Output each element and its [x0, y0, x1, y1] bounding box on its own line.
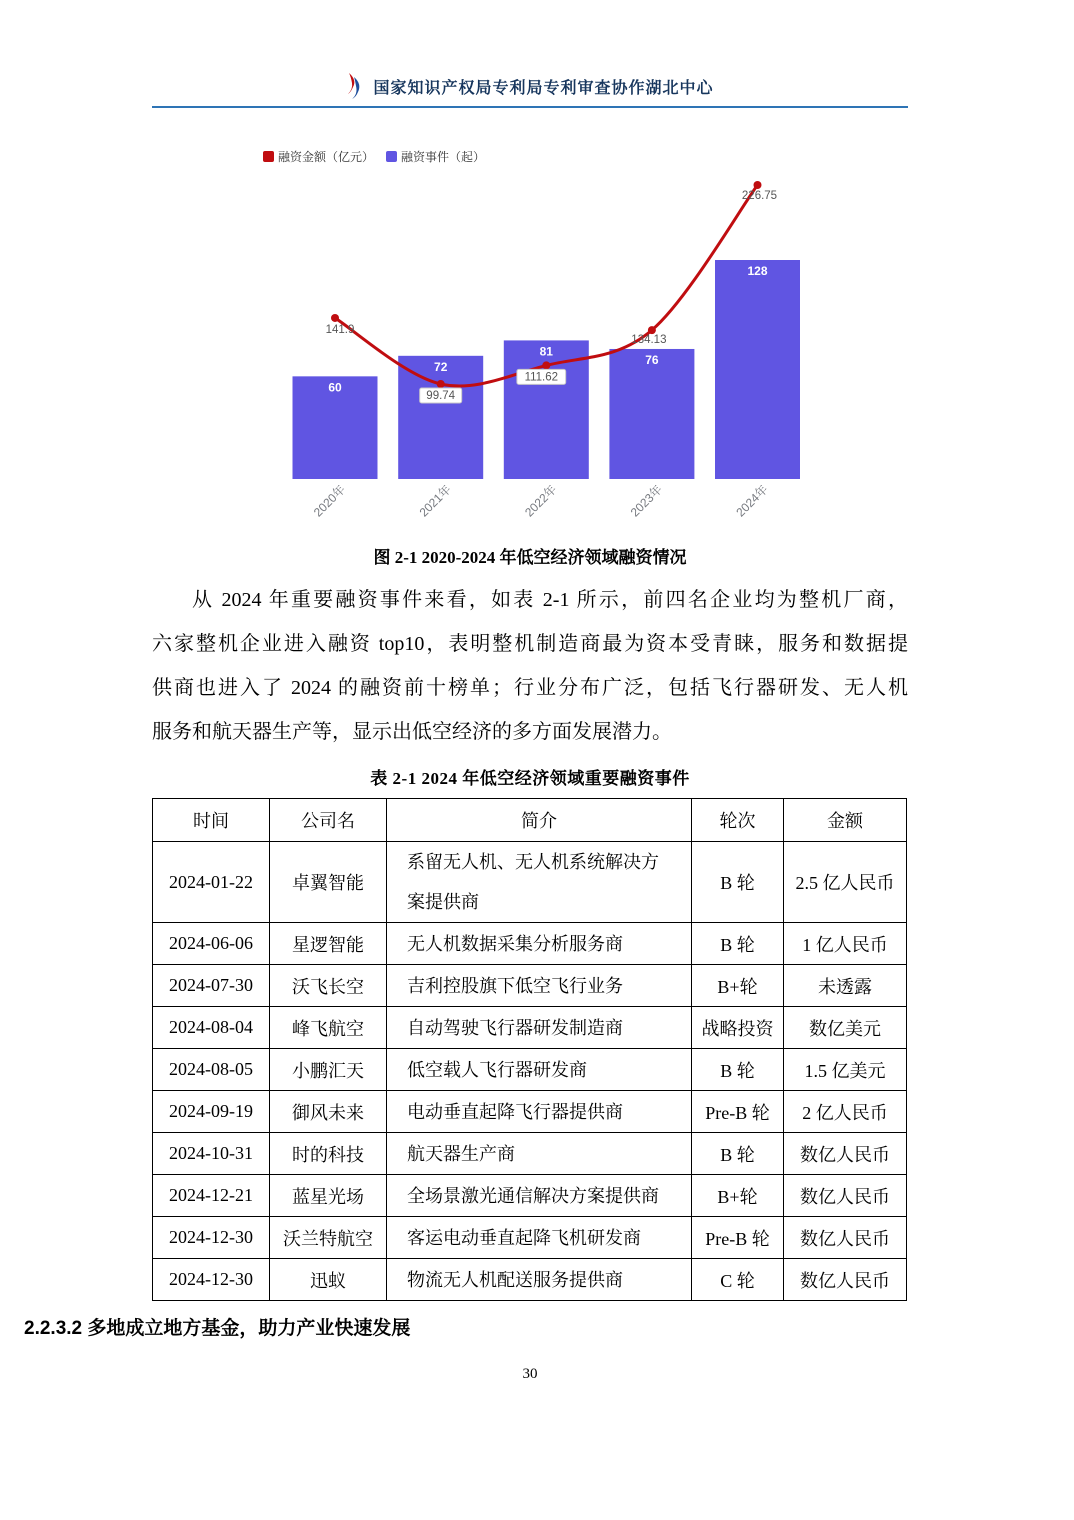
- page-header-title: 国家知识产权局专利局专利审查协作湖北中心: [373, 79, 714, 97]
- x-axis-tick-label: 2022年: [522, 482, 560, 520]
- table-cell: 吉利控股旗下低空飞行业务: [387, 965, 692, 1007]
- table-head: [153, 799, 907, 842]
- table-cell: 沃兰特航空: [270, 1217, 387, 1259]
- table-row: [153, 965, 907, 1007]
- table-cell: 2024-08-05: [153, 1049, 270, 1091]
- line-point-marker: [754, 181, 762, 189]
- bar-value-label: 60: [328, 380, 342, 395]
- paragraph-line: 从 2024 年重要融资事件来看，如表 2-1 所示，前四名企业均为整机厂商，: [192, 589, 908, 611]
- table-cell: 星逻智能: [270, 923, 387, 965]
- table-cell: 2024-08-04: [153, 1007, 270, 1049]
- table-cell: 数亿人民币: [784, 1259, 907, 1301]
- line-point-marker: [648, 326, 656, 334]
- paragraph-line: 六家整机企业进入融资 top10，表明整机制造商最为资本受青睐，服务和数据提: [152, 633, 908, 655]
- table-row: [153, 1175, 907, 1217]
- table-cell: 2 亿人民币: [784, 1091, 907, 1133]
- funding-table: [152, 798, 907, 1301]
- x-axis-tick-label: 2020年: [310, 482, 349, 520]
- line-value-label: 111.62: [524, 371, 559, 384]
- table-header-cell: 金额: [784, 799, 907, 842]
- table-row: [153, 1091, 907, 1133]
- line-point-marker: [331, 314, 339, 322]
- table-row: [153, 1217, 907, 1259]
- table-cell: 2024-10-31: [153, 1133, 270, 1175]
- table-cell: 2024-01-22: [153, 842, 270, 923]
- table-cell: 自动驾驶飞行器研发制造商: [387, 1007, 692, 1049]
- table-cell: 蓝星光场: [270, 1175, 387, 1217]
- table-row: [153, 842, 907, 923]
- legend-label: 融资事件（起）: [401, 150, 486, 164]
- line-value-label: 134.13: [631, 334, 667, 347]
- bar: [398, 356, 483, 479]
- table-header-cell: 时间: [153, 799, 270, 842]
- table-wrap: [152, 798, 908, 1301]
- legend-label: 融资金额（亿元）: [278, 150, 375, 164]
- x-axis-tick-label: 2024年: [733, 482, 771, 520]
- page-number: 30: [522, 1366, 538, 1382]
- line-value-label: 99.74: [426, 390, 456, 402]
- table-cell: 沃飞长空: [270, 965, 387, 1007]
- org-logo-icon: [346, 72, 363, 100]
- table-cell: 客运电动垂直起降飞机研发商: [387, 1217, 692, 1259]
- line-value-label: 141.9: [325, 323, 355, 336]
- table-cell: 御风未来: [270, 1091, 387, 1133]
- table-cell: 数亿人民币: [784, 1133, 907, 1175]
- table-cell: B 轮: [692, 1049, 784, 1091]
- figure-2-1: [152, 134, 908, 529]
- body-paragraph: [152, 578, 908, 754]
- header-row: [152, 72, 908, 108]
- table-cell: 迅蚁: [270, 1259, 387, 1301]
- table-cell: 物流无人机配送服务提供商: [387, 1259, 692, 1301]
- table-cell: 2.5 亿人民币: [784, 842, 907, 923]
- table-row: [153, 1259, 907, 1301]
- table-cell: B 轮: [692, 842, 784, 923]
- table-cell: 2024-12-30: [153, 1217, 270, 1259]
- table-cell: B 轮: [692, 923, 784, 965]
- table-cell: 1.5 亿美元: [784, 1049, 907, 1091]
- table-cell: 峰飞航空: [270, 1007, 387, 1049]
- table-cell: 2024-12-30: [153, 1259, 270, 1301]
- table-cell: 2024-07-30: [153, 965, 270, 1007]
- x-axis-tick-label: 2021年: [416, 482, 454, 520]
- table-cell: B 轮: [692, 1133, 784, 1175]
- table-cell: 2024-06-06: [153, 923, 270, 965]
- legend-swatch-icon: [386, 151, 397, 162]
- line-value-label: 226.75: [741, 190, 778, 202]
- table-cell: 航天器生产商: [387, 1133, 692, 1175]
- paragraph-line: 服务和航天器生产等，显示出低空经济的多方面发展潜力。: [152, 721, 672, 743]
- table-cell: Pre-B 轮: [692, 1217, 784, 1259]
- page-header: [152, 0, 908, 108]
- table-cell: 2024-09-19: [153, 1091, 270, 1133]
- bar-value-label: 81: [539, 344, 553, 359]
- bar-value-label: 128: [747, 264, 768, 278]
- table-cell: Pre-B 轮: [692, 1091, 784, 1133]
- table-row: [153, 1049, 907, 1091]
- table-header-cell: 简介: [387, 799, 692, 842]
- legend-swatch-icon: [263, 151, 274, 162]
- table-row: [153, 923, 907, 965]
- line-point-marker: [542, 361, 550, 369]
- table-header-cell: 公司名: [270, 799, 387, 842]
- table-cell: 战略投资: [692, 1007, 784, 1049]
- bar: [715, 260, 800, 479]
- table-cell: 低空载人飞行器研发商: [387, 1049, 692, 1091]
- line-point-marker: [437, 380, 445, 388]
- table-body: [153, 842, 907, 1301]
- paragraph-line: 供商也进入了 2024 的融资前十榜单；行业分布广泛，包括飞行器研发、无人机: [152, 677, 908, 699]
- table-cell: 数亿人民币: [784, 1175, 907, 1217]
- table-header-cell: 轮次: [692, 799, 784, 842]
- table-row: [153, 1007, 907, 1049]
- table-cell: B+轮: [692, 1175, 784, 1217]
- table-cell: 系留无人机、无人机系统解决方案提供商: [387, 842, 692, 923]
- table-cell: B+轮: [692, 965, 784, 1007]
- table-cell: 全场景激光通信解决方案提供商: [387, 1175, 692, 1217]
- figure-caption: 图 2-1 2020-2024 年低空经济领域融资情况: [373, 548, 687, 567]
- table-cell: 2024-12-21: [153, 1175, 270, 1217]
- table-row: [153, 1133, 907, 1175]
- table-caption: 表 2-1 2024 年低空经济领域重要融资事件: [370, 769, 690, 788]
- table-cell: C 轮: [692, 1259, 784, 1301]
- table-cell: 未透露: [784, 965, 907, 1007]
- table-cell: 卓翼智能: [270, 842, 387, 923]
- section-heading: 2.2.3.2 多地成立地方基金，助力产业快速发展: [24, 1318, 411, 1339]
- table-cell: 时的科技: [270, 1133, 387, 1175]
- table-cell: 数亿美元: [784, 1007, 907, 1049]
- bar: [609, 349, 694, 479]
- table-cell: 1 亿人民币: [784, 923, 907, 965]
- x-axis-tick-label: 2023年: [627, 482, 666, 520]
- bar-value-label: 76: [645, 352, 659, 367]
- table-cell: 无人机数据采集分析服务商: [387, 923, 692, 965]
- funding-chart: [152, 134, 908, 529]
- bar-value-label: 72: [434, 359, 448, 374]
- table-cell: 小鹏汇天: [270, 1049, 387, 1091]
- table-cell: 数亿人民币: [784, 1217, 907, 1259]
- table-header-row: [153, 799, 907, 842]
- table-cell: 电动垂直起降飞行器提供商: [387, 1091, 692, 1133]
